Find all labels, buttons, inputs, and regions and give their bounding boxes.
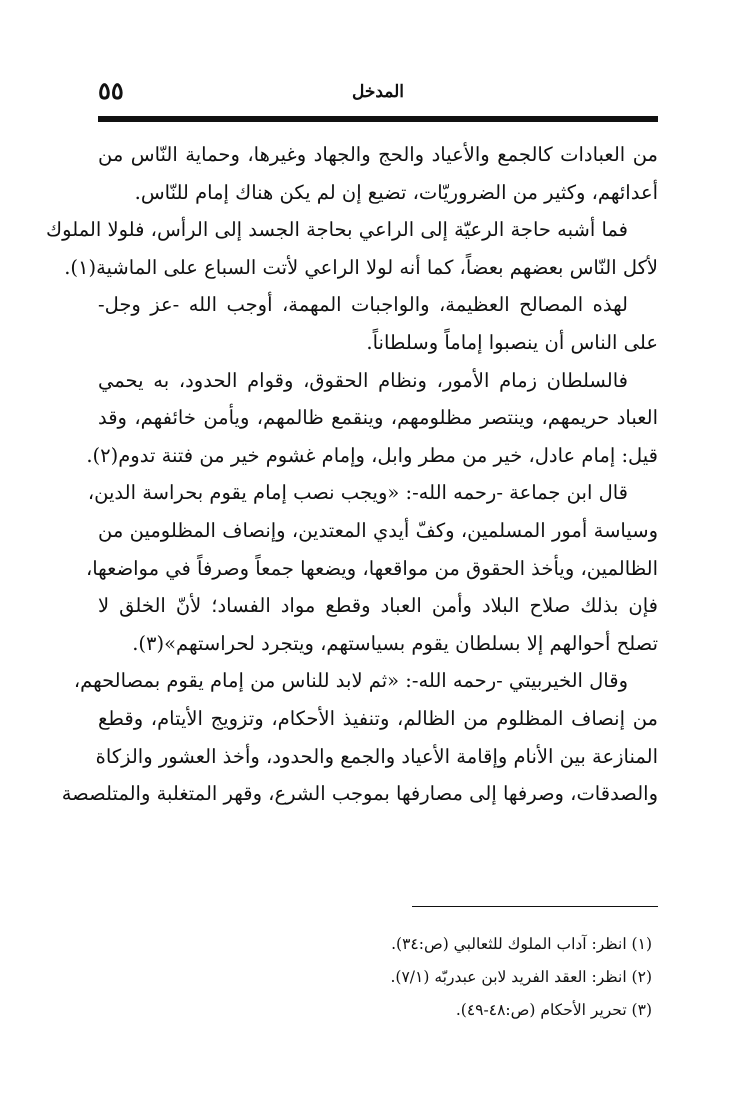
footnotes <box>98 928 658 1027</box>
text-line: قال ابن جماعة -رحمه الله-: «ويجب نصب إمام يقوم بحراسة الدين، <box>87 481 628 505</box>
body-text <box>46 136 658 813</box>
footnote-1: (١) انظر: آداب الملوك للثعالبي (ص:٣٤). <box>391 935 652 953</box>
text-line: فما أشبه حاجة الرعيّة إلى الراعي بحاجة الجسد إلى الرأس، فلولا الملوك <box>46 218 628 242</box>
page-header <box>98 74 658 114</box>
text-line: الظالمين، ويأخذ الحقوق من مواقعها، ويضعها جمعاً وصرفاً في مواضعها، <box>85 556 658 580</box>
text-line: فإن بذلك صلاح البلاد وأمن العباد وقطع مواد الفساد؛ لأنّ الخلق لا <box>98 594 658 618</box>
text-line: وسياسة أمور المسلمين، وكفّ أيدي المعتدين، وإنصاف المظلومين من <box>98 518 658 542</box>
page-number: ٥٥ <box>98 76 124 105</box>
text-line: لهذه المصالح العظيمة، والواجبات المهمة، أوجب الله -عز وجل- <box>98 293 628 317</box>
text-line: قيل: إمام عادل، خير من مطر وابل، وإمام غشوم خير من فتنة تدوم(٢). <box>86 443 658 467</box>
text-line: وقال الخيربيتي -رحمه الله-: «ثم لابد للناس من إمام يقوم بمصالحهم، <box>73 669 628 693</box>
text-line: من إنصاف المظلوم من الظالم، وتنفيذ الأحكام، وتزويج الأيتام، وقطع <box>98 706 658 730</box>
text-line: فالسلطان زمام الأمور، ونظام الحقوق، وقوام الحدود، به يحمي <box>98 368 628 392</box>
header-rule <box>98 116 658 122</box>
text-line: من العبادات كالجمع والأعياد والحج والجهاد وغيرها، وحماية النّاس من <box>98 143 658 166</box>
text-line: لأكل النّاس بعضهم بعضاً، كما أنه لولا الراعي لأتت السباع على الماشية(١). <box>64 255 658 279</box>
text-line: والصدقات، وصرفها إلى مصارفها بموجب الشرع، وقهر المتغلبة والمتلصصة <box>61 782 658 806</box>
footnote-3: (٣) تحرير الأحكام (ص:٤٨-٤٩). <box>455 1001 652 1019</box>
footnote-2: (٢) انظر: العقد الفريد لابن عبدربّه (٧/١). <box>390 968 652 986</box>
text-line: المنازعة بين الأنام وإقامة الأعياد والجمع والحدود، وأخذ العشور والزكاة <box>95 744 658 768</box>
text-line: أعدائهم، وكثير من الضروريّات، تضيع إن لم يكن هناك إمام للنّاس. <box>134 180 658 204</box>
text-line: تصلح أحوالهم إلا بسلطان يقوم بسياستهم، ويتجرد لحراستهم»(٣). <box>132 631 658 655</box>
footnote-separator <box>412 906 658 907</box>
text-line: على الناس أن ينصبوا إماماً وسلطاناً. <box>366 330 658 354</box>
chapter-title: المدخل <box>351 82 405 102</box>
text-line: العباد حريمهم، وينتصر مظلومهم، وينقمع ظالمهم، ويأمن خائفهم، وقد <box>98 406 658 430</box>
